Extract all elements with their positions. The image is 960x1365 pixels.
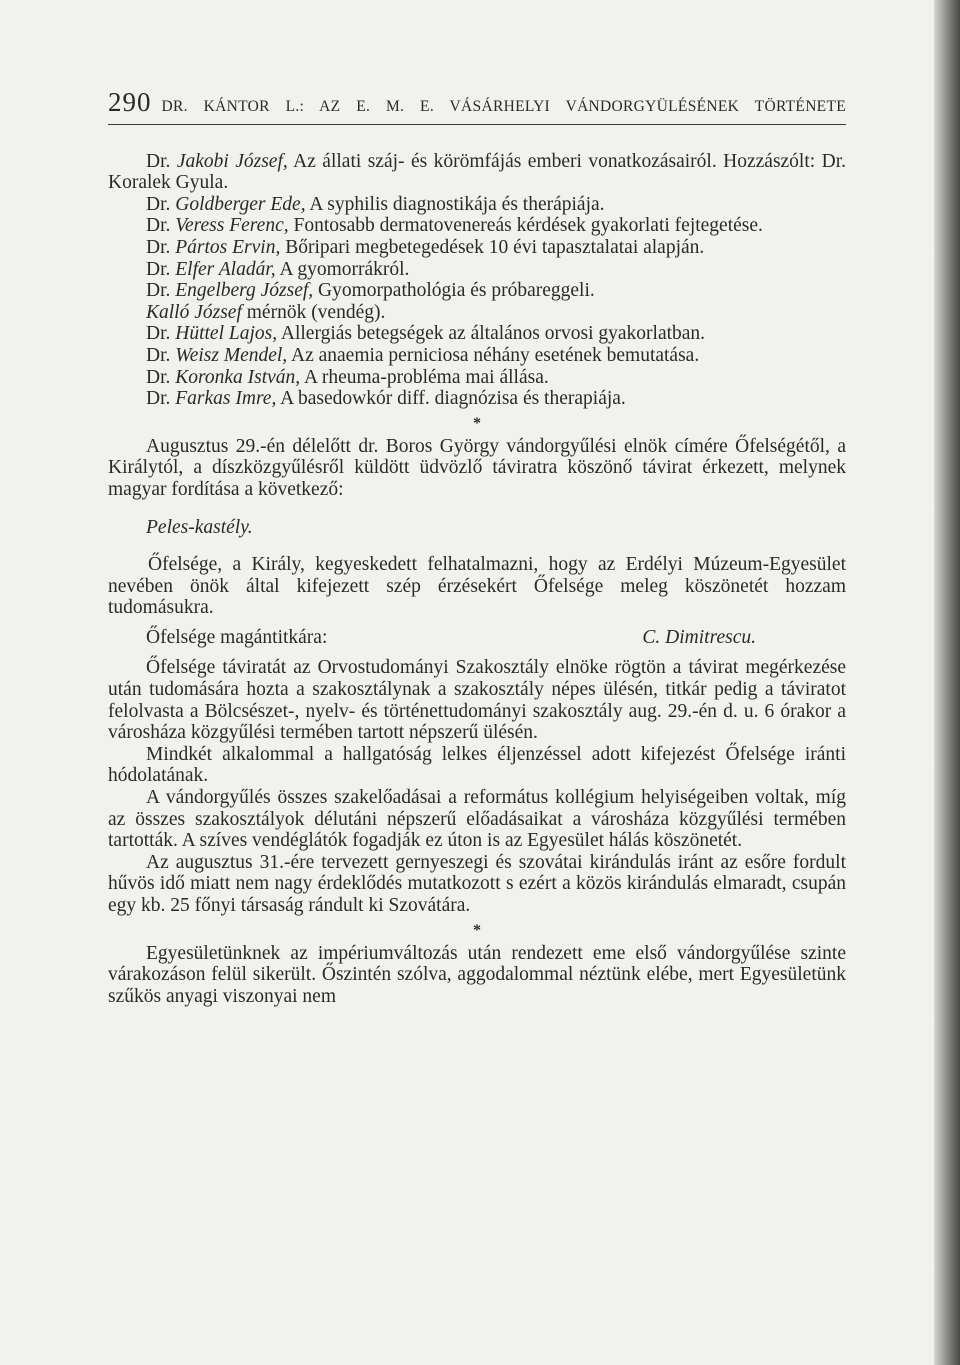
lecture-title: Fontosabb dermatovenereás kérdések gyakorlati fejtegetése. <box>288 215 763 237</box>
lecture-item: Dr. Jakobi József, Az állati száj- és körömfájás emberi vonatkozásairól. Hozzászólt: Dr. Koralek Gyula. <box>108 150 846 194</box>
lecture-item: Dr. Weisz Mendel, Az anaemia perniciosa néhány esetének bemutatása. <box>146 344 700 366</box>
signature-name: C. Dimitrescu. <box>642 626 756 648</box>
lecture-author: Farkas Imre, <box>175 388 277 410</box>
telegram-intro: Augusztus 29.-én délelőtt dr. Boros György vándorgyűlési elnök címére Őfelségétől, a Királytól, a díszközgyűlésről küldött üdvözlő táviratra köszönő távirat érkezett, melynek magyar fordítása a következő: <box>108 435 846 500</box>
telegram-body: Őfelsége, a Király, kegyeskedett felhatalmazni, hogy az Erdélyi Múzeum-Egyesület nevében önök által kifejezett szép érzésekért Őfelsége meleg köszönetét hozzam tudomásukra. <box>108 554 846 619</box>
lecture-item: Dr. Farkas Imre, A basedowkór diff. diagnózisa és therapiája. <box>146 388 626 410</box>
lecture-title: A gyomorrákról. <box>275 258 410 280</box>
section-separator: * <box>473 414 481 432</box>
lecture-title: Az állati száj- és körömfájás emberi vonatkozásairól. Hozzászólt: Dr. Koralek Gyula. <box>108 150 846 194</box>
lecture-author: Koronka István, <box>175 366 301 388</box>
lecture-item: Dr. Elfer Aladár, A gyomorrákról. <box>146 258 410 280</box>
page-edge-shadow <box>934 0 960 1365</box>
section-separator: * <box>473 921 481 939</box>
lecture-author: Veress Ferenc, <box>175 215 289 237</box>
body-paragraph: Az augusztus 31.-ére tervezett gernyeszegi és szovátai kirándulás iránt az esőre fordult hűvös idő miatt nem nagy érdeklődés mutatkozott s ezért a közös kirándulás elmaradt, csupán egy kb. 25 főnyi társaság rándult ki Szovátára. <box>108 851 846 916</box>
lecture-title: Allergiás betegségek az általános orvosi gyakorlatban. <box>277 323 706 345</box>
running-title: DR. KÁNTOR L.: AZ E. M. E. VÁSÁRHELYI VÁNDORGYÜLÉSÉNEK TÖRTÉNETE <box>161 98 846 115</box>
telegram-place: Peles-kastély. <box>146 516 253 538</box>
body-paragraph: Mindkét alkalommal a hallgatóság lelkes éljenzéssel adott kifejezést Őfelsége iránti hódolatának. <box>108 743 846 787</box>
lecture-author: Elfer Aladár, <box>175 258 276 280</box>
lecture-list <box>108 151 846 410</box>
page <box>108 87 846 1007</box>
lecture-title: Gyomorpathológia és próbareggeli. <box>313 280 595 302</box>
lecture-author: Kalló József <box>146 301 242 323</box>
lecture-author: Engelberg József, <box>175 280 314 302</box>
lecture-author: Hüttel Lajos, <box>175 323 278 345</box>
lecture-item: Dr. Engelberg József, Gyomorpathológia és próbareggeli. <box>146 280 595 302</box>
body-paragraph: A vándorgyűlés összes szakelőadásai a református kollégium helyiségeiben voltak, míg az összes szakosztályok délutáni népszerű előadásaikat a városháza közgyűlési termében tartották. A szíves vendéglátók fogadják ez úton is az Egyesület hálás köszönetét. <box>108 787 846 852</box>
lecture-item: Dr. Goldberger Ede, A syphilis diagnostikája és therápiája. <box>146 193 605 215</box>
lecture-title: A basedowkór diff. diagnózisa és therapiája. <box>276 388 626 410</box>
body-paragraph: Őfelsége táviratát az Orvostudományi Szakosztály elnöke rögtön a távirat megérkezése után tudomására hozta a szakosztálynak a szakosztály népes ülésén, titkár pedig a táviratot felolvasta a Bölcsészet-, nyelv- és történettudományi szakosztály aug. 29.-én d. u. 6 órakor a városháza közgyűlési termében tartott népszerű ülésén. <box>108 657 846 744</box>
lecture-title: mérnök (vendég). <box>241 301 386 323</box>
lecture-title: A syphilis diagnostikája és therápiája. <box>305 193 605 215</box>
lecture-author: Pártos Ervin, <box>175 236 281 258</box>
telegram-signature <box>146 627 846 649</box>
lecture-title: Bőripari megbetegedések 10 évi tapasztalatai alapján. <box>280 236 705 258</box>
lecture-item: Dr. Hüttel Lajos, Allergiás betegségek az általános orvosi gyakorlatban. <box>146 323 706 345</box>
running-header <box>108 87 846 125</box>
lecture-author: Jakobi József, <box>176 150 288 172</box>
final-paragraph: Egyesületünknek az impériumváltozás után rendezett eme első vándorgyűlése szinte várakozáson felül sikerült. Őszintén szólva, aggodalommal néztünk elébe, mert Egyesületünk szűkös anyagi viszonyai nem <box>108 942 846 1007</box>
lecture-title: Az anaemia perniciosa néhány esetének bemutatása. <box>287 344 700 366</box>
lecture-title: A rheuma-probléma mai állása. <box>300 366 549 388</box>
lecture-item: Dr. Veress Ferenc, Fontosabb dermatovenereás kérdések gyakorlati fejtegetése. <box>146 215 763 237</box>
lecture-item <box>108 302 846 324</box>
lecture-item: Dr. Koronka István, A rheuma-probléma mai állása. <box>146 366 549 388</box>
lecture-item: Dr. Pártos Ervin, Bőripari megbetegedések 10 évi tapasztalatai alapján. <box>146 236 705 258</box>
signature-role: Őfelsége magántitkára: <box>146 626 328 648</box>
page-number: 290 <box>108 87 152 117</box>
lecture-author: Weisz Mendel, <box>175 344 288 366</box>
lecture-author: Goldberger Ede, <box>175 193 306 215</box>
